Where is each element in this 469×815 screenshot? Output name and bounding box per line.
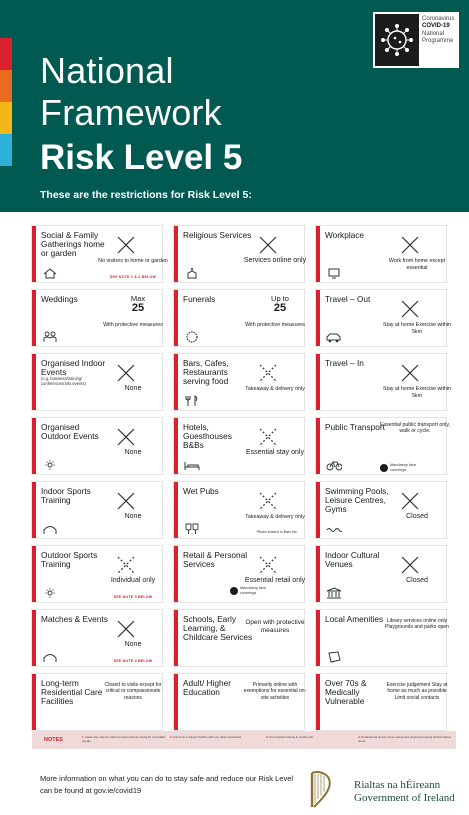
cross-icon [258,235,278,255]
government-english-name: Government of Ireland [354,792,455,804]
card-name: Public Transport [325,422,385,432]
card-number: 25 [273,302,287,314]
note-3-number: 3. [266,735,269,739]
note-1-text: Visits may only be made for work such as caring for vulnerable people. [82,735,166,743]
restriction-card [174,418,304,474]
card-name: Indoor Sports Training [41,486,91,505]
note-3 [266,736,352,740]
notes-label: NOTES [44,737,63,743]
dashed-cross-icon [116,555,136,575]
restriction-card [32,482,162,538]
restriction-card [174,290,304,346]
card-status: Takeaway & delivery only [245,514,305,520]
card-name: Travel – In [325,358,364,368]
note-2 [170,736,260,740]
card-status: With protective measures [103,322,163,328]
title-line-2: Framework [40,92,222,133]
card-see-note: SEE NOTE 3 BELOW [113,595,153,599]
restriction-card [32,226,168,282]
card-name: Social & Family Gatherings home or garden [41,230,105,258]
card-see-note: SEE NOTE 1 & 2 BELOW [109,275,157,279]
virus-icon [375,14,419,66]
red-stripe [0,38,12,70]
sun-icon [42,458,58,470]
wave-icon [326,522,342,534]
restriction-card [32,354,162,410]
blue-stripe [0,134,12,166]
logo-line-4: Programme [422,38,454,45]
restrictions-grid [32,218,456,726]
cross-icon [116,619,136,639]
dashed-cross-icon [258,427,278,447]
card-status: Essential public transport only, walk or cycle. [380,422,450,435]
more-info-text: More information on what you can do to stay safe and reduce our Risk Level can be found at gov.ie/covid19 [40,774,294,795]
title-risk-level: Risk Level 5 [40,138,243,177]
card-number: 25 [131,302,145,314]
note-2-text: Can form a support bubble with one other household. [173,735,242,739]
face-mask-icon [380,464,388,472]
restriction-card [316,546,446,602]
card-status: Library services online only Playgrounds and parks open [385,618,449,631]
card-status: Takeaway & delivery only [245,386,305,392]
sun-icon [42,586,58,598]
restriction-card [174,482,304,538]
card-name: Hotels, Guesthouses B&Bs [183,422,232,450]
card-status: Open with protective measures [245,619,305,634]
yellow-stripe [0,102,12,134]
cross-icon [116,491,136,511]
card-name: Weddings [41,294,78,304]
wreath-icon [184,330,200,342]
cross-icon [400,363,420,383]
dashed-cross-icon [258,491,278,511]
card-name: Wet Pubs [183,486,219,496]
badge-label: Mandatory face coverings [240,586,267,595]
restriction-card [174,546,304,602]
restriction-card [32,418,162,474]
card-status: None [124,449,142,456]
face-covering-badge [380,463,420,473]
restriction-card [316,290,451,346]
restriction-card [32,546,162,602]
card-name: Bars, Cafes, Restaurants serving food [183,358,229,386]
dome-icon [42,522,58,534]
note-4-text: Professional sports, horse racing and greyhound racing behind closed doors. [358,735,451,743]
card-name: Travel – Out [325,294,371,304]
logo-line-2: COVID-19 [422,23,450,30]
card-status: With protective measures [245,322,305,328]
car-icon [326,330,342,342]
book-icon [326,650,342,662]
cross-icon [400,235,420,255]
note-4 [358,736,452,743]
card-name: Organised Outdoor Events [41,422,99,441]
cross-icon [400,555,420,575]
bed-icon [184,458,200,470]
government-irish-name: Rialtas na hÉireann [354,779,441,791]
card-status: Services online only [243,257,307,264]
restriction-card [316,482,446,538]
orange-stripe [0,70,12,102]
face-covering-badge [230,586,270,596]
cutlery-icon [184,394,200,406]
note-1 [82,736,166,743]
logo-line-3: National [422,30,445,37]
subtitle: These are the restrictions for Risk Level 5: [40,189,252,201]
note-1-number: 1. [82,735,85,739]
dome-icon [42,650,58,662]
card-name: Adult/ Higher Education [183,678,231,697]
card-status: Stay at home Exercise within 5km [382,386,451,399]
church-icon [184,266,200,278]
note-2-number: 2. [170,735,173,739]
card-name: Workplace [325,230,365,240]
card-status: No visitors to home or garden [98,258,168,264]
cross-icon [116,363,136,383]
restriction-card [174,610,304,666]
restriction-card [32,674,162,730]
card-name: Retail & Personal Services [183,550,248,569]
card-status: Essential retail only [244,577,306,584]
card-name: Indoor Cultural Venues [325,550,380,569]
card-status: Primarily online with exemptions for essential on-site activities [243,682,307,701]
restriction-card [316,354,451,410]
cross-icon [116,235,136,255]
card-name: Over 70s & Medically Vulnerable [325,678,367,706]
card-prefix: Up to [271,294,289,303]
restriction-card [316,418,450,474]
card-name: Swimming Pools, Leisure Centres, Gyms [325,486,389,514]
notes-bar [32,731,456,749]
house-icon [42,266,58,278]
restriction-card [174,226,307,282]
restriction-card [32,290,162,346]
restriction-card [316,674,446,730]
logo-text [422,16,462,46]
card-subtext: (e.g. business/training/ conferences/arts events) [41,376,86,386]
face-mask-icon [230,587,238,595]
covid-programme-logo [373,12,459,68]
bicycle-icon [326,458,342,470]
card-status: Individual only [110,577,156,584]
restriction-card [316,610,449,666]
card-name: Funerals [183,294,216,304]
card-name: Organised Indoor Events [41,358,106,377]
restriction-card [174,354,304,410]
card-see-note: SEE NOTE 4 BELOW [113,659,153,663]
cross-icon [116,427,136,447]
restriction-card [174,674,307,730]
badge-label: Mandatory face coverings [390,463,417,472]
harp-icon [306,770,334,810]
card-footnote: *Rules shared in Bars etc. [256,530,298,534]
dashed-cross-icon [258,363,278,383]
card-name: Matches & Events [41,614,108,624]
card-status: None [124,641,142,648]
workplace-icon [326,266,342,278]
card-name: Religious Services [183,230,252,240]
note-3-text: Non-contact training in small pods. [269,735,314,739]
logo-line-1: Coronavirus [422,16,455,22]
restriction-card [32,610,162,666]
card-name: Schools, Early Learning, & Childcare Services [183,614,253,642]
card-status: None [124,513,142,520]
couple-icon [42,330,58,342]
glasses-icon [184,522,200,534]
card-status: Closed to visits except for critical or compassionate reasons [104,682,162,701]
card-name: Long-term Residential Care Facilities [41,678,103,706]
card-status: Stay at home Exercise within 5km [382,322,451,335]
header [0,0,469,212]
card-status: Essential stay only [246,449,304,456]
card-name: Local Amenities [325,614,384,624]
card-status: Closed [406,577,428,584]
card-prefix: Max [130,294,146,303]
card-status: Exercise judgement Stay at home as much as possible Limit social contacts [386,682,448,701]
title-line-1: National [40,50,174,91]
museum-icon [326,586,342,598]
restriction-card [316,226,446,282]
cross-icon [400,491,420,511]
note-4-number: 4. [358,735,361,739]
card-status: None [124,385,142,392]
cross-icon [400,299,420,319]
card-name: Outdoor Sports Training [41,550,98,569]
dashed-cross-icon [258,555,278,575]
card-status: Closed [406,513,428,520]
card-status: Work from home except essential [388,258,446,271]
